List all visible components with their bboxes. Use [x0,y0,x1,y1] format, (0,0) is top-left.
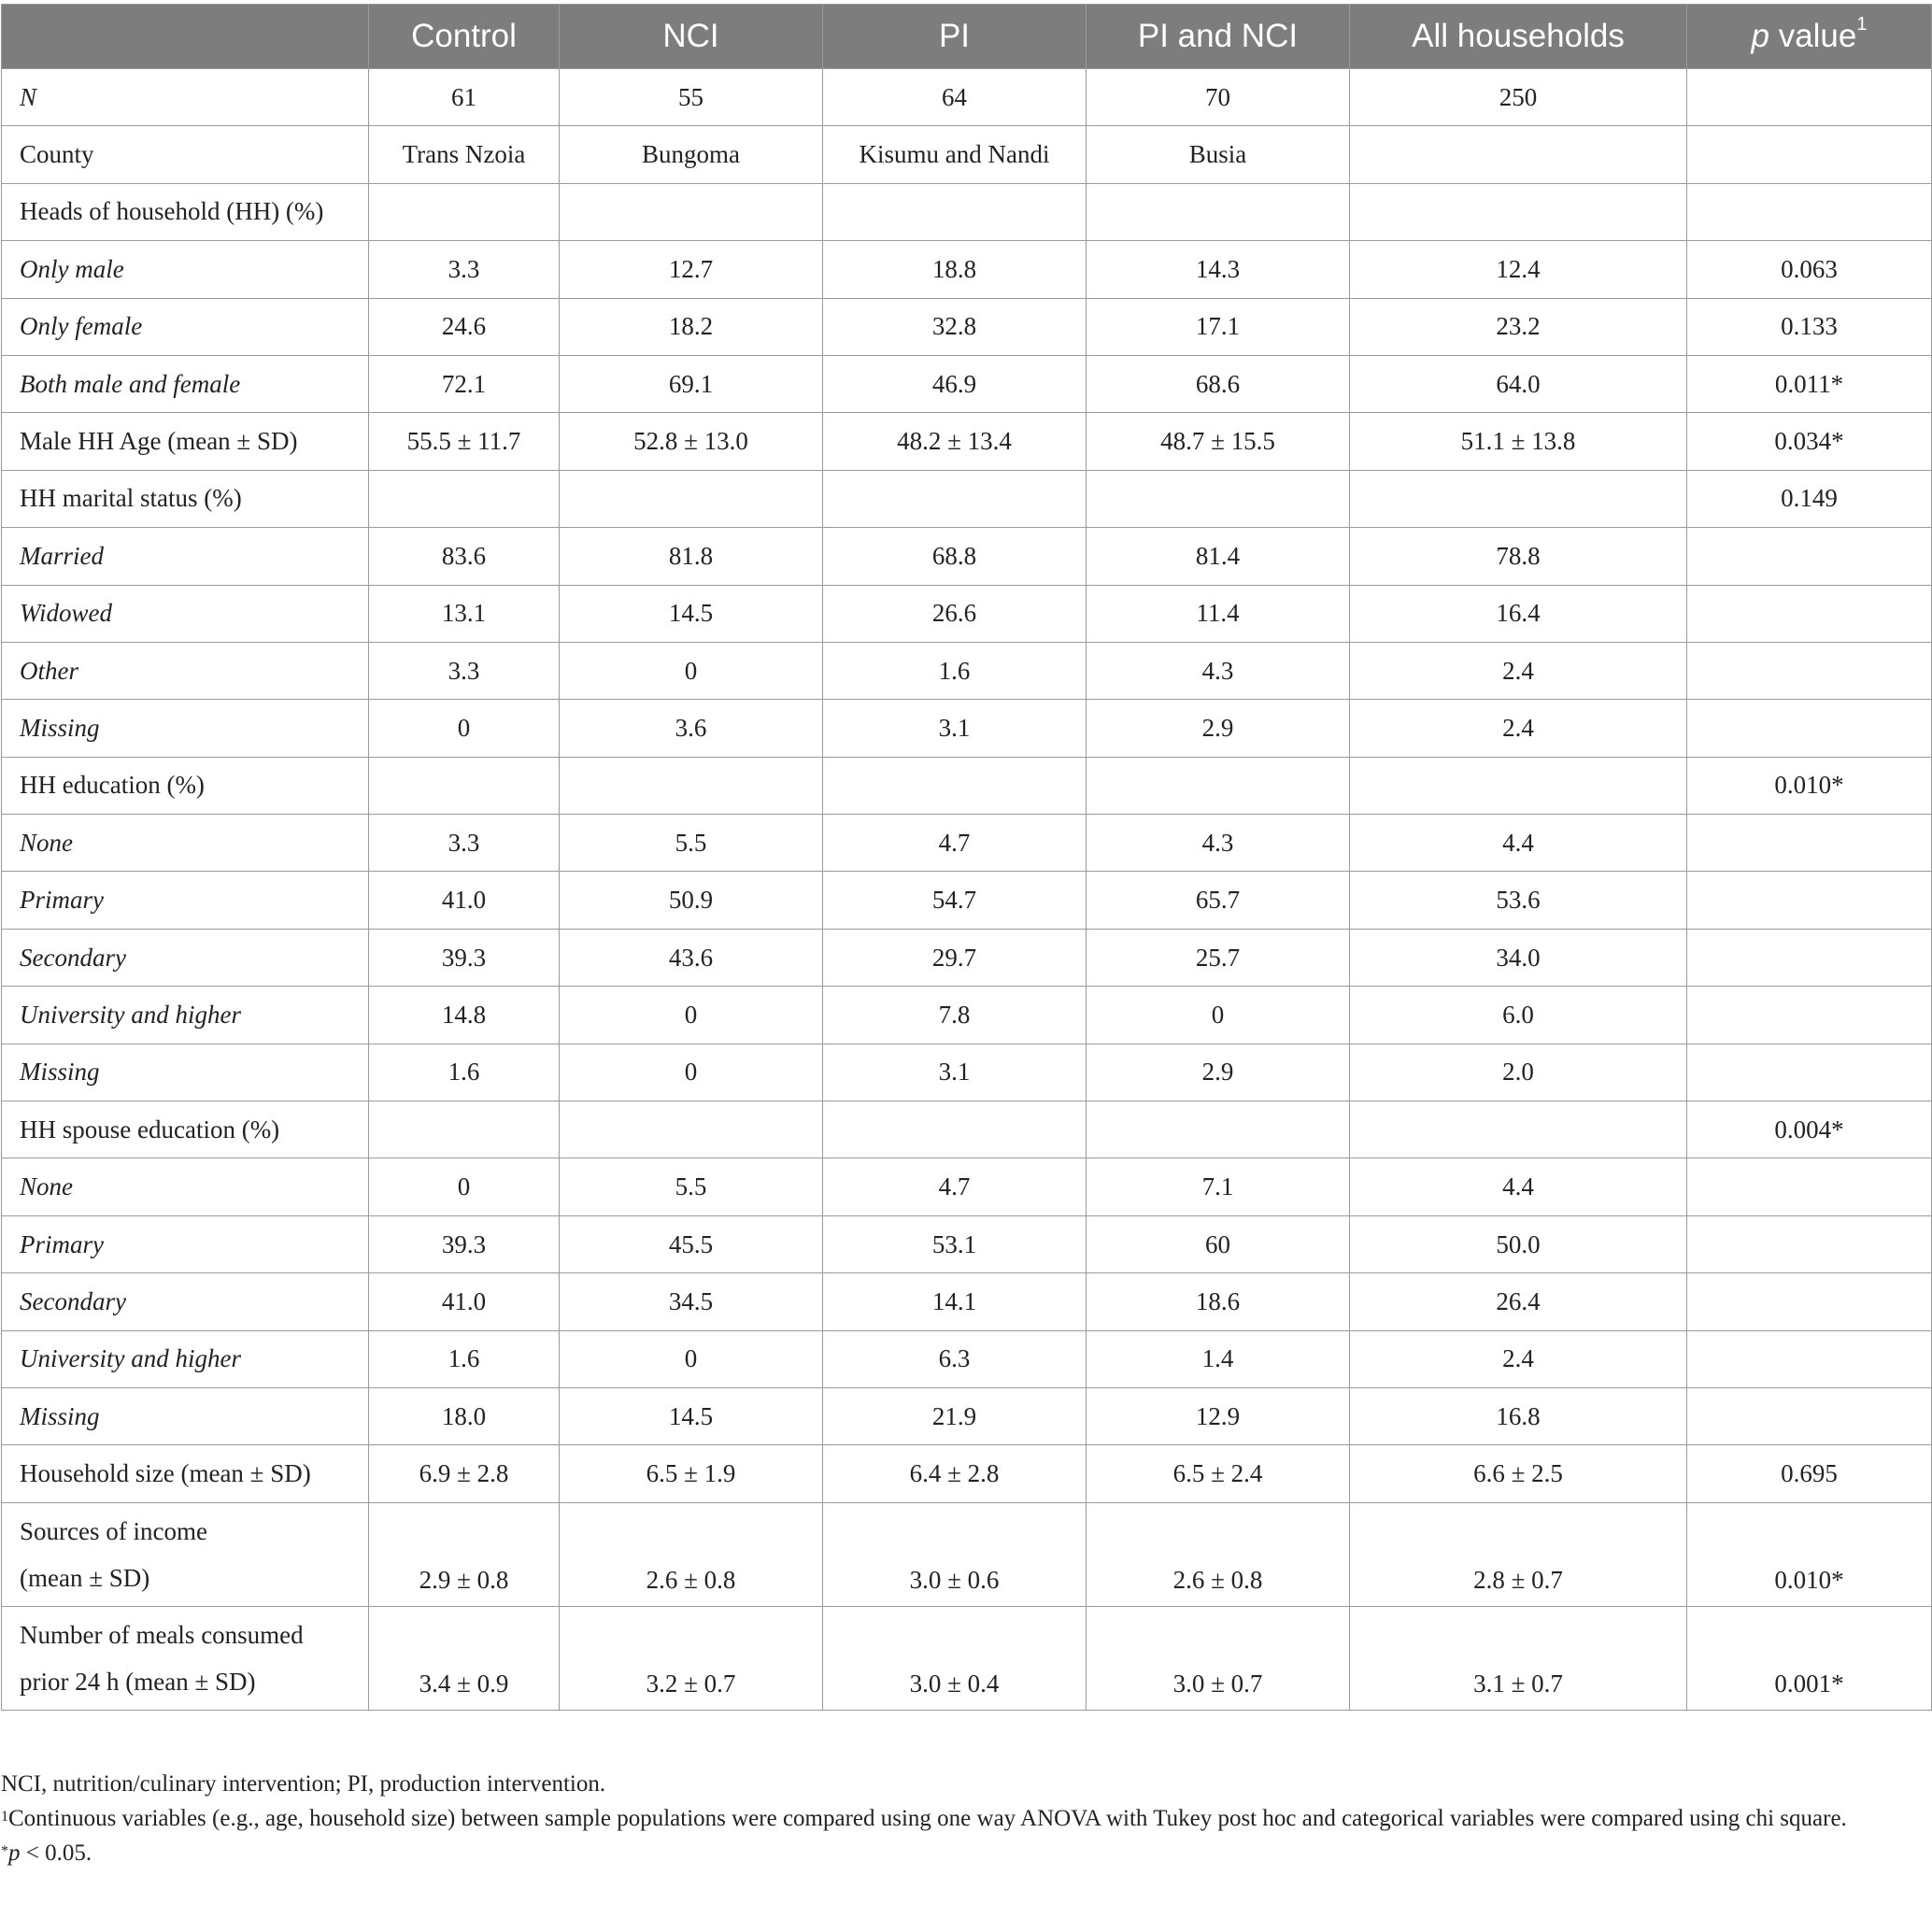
cell-nci: 0 [560,642,823,699]
row-label: Household size (mean ± SD) [2,1445,369,1502]
cell-p-value [1687,1330,1932,1387]
cell-pi-and-nci: 70 [1087,69,1350,126]
table-row [2,413,1932,470]
cell-all-households: 2.8 ± 0.7 [1350,1502,1687,1606]
row-label: University and higher [2,987,369,1044]
cell-all-households: 250 [1350,69,1687,126]
cell-pi: 32.8 [823,298,1087,355]
cell-pi-and-nci: 6.5 ± 2.4 [1087,1445,1350,1502]
cell-all-households: 12.4 [1350,241,1687,298]
cell-nci: 45.5 [560,1215,823,1272]
cell-control: 61 [369,69,560,126]
cell-control [369,1101,560,1158]
cell-all-households: 34.0 [1350,929,1687,986]
table-row [2,700,1932,757]
row-label-line-1: Number of meals consumed [20,1620,304,1649]
row-label: Both male and female [2,355,369,412]
cell-nci: 5.5 [560,815,823,872]
cell-pi: 29.7 [823,929,1087,986]
cell-pi: 14.1 [823,1273,1087,1330]
cell-pi-and-nci: 48.7 ± 15.5 [1087,413,1350,470]
row-label: None [2,1158,369,1215]
cell-pi: Kisumu and Nandi [823,126,1087,183]
cell-nci: 14.5 [560,585,823,642]
cell-p-value: 0.011* [1687,355,1932,412]
cell-control: 0 [369,1158,560,1215]
cell-pi: 6.3 [823,1330,1087,1387]
cell-p-value: 0.004* [1687,1101,1932,1158]
table-footnotes [1,1767,1907,1870]
row-label [2,1502,369,1606]
table-row [2,1502,1932,1606]
footnote-abbreviations: NCI, nutrition/culinary intervention; PI, production intervention. [1,1770,606,1797]
cell-control: 39.3 [369,929,560,986]
row-label: Primary [2,872,369,929]
cell-control [369,183,560,240]
cell-nci: 0 [560,1044,823,1101]
table-row [2,872,1932,929]
cell-pi: 64 [823,69,1087,126]
cell-control: 3.3 [369,815,560,872]
table-row [2,929,1932,986]
cell-control: 24.6 [369,298,560,355]
cell-nci [560,470,823,527]
header-nci: NCI [560,5,823,69]
table-row [2,528,1932,585]
cell-pi: 3.1 [823,1044,1087,1101]
cell-all-households: 6.0 [1350,987,1687,1044]
row-label: Only female [2,298,369,355]
cell-pi-and-nci: 7.1 [1087,1158,1350,1215]
cell-pi-and-nci: 11.4 [1087,585,1350,642]
row-label: HH marital status (%) [2,470,369,527]
cell-pi-and-nci: 25.7 [1087,929,1350,986]
cell-pi-and-nci [1087,470,1350,527]
cell-all-households: 78.8 [1350,528,1687,585]
table-row [2,241,1932,298]
cell-nci: 12.7 [560,241,823,298]
row-label: Heads of household (HH) (%) [2,183,369,240]
cell-control: 3.3 [369,241,560,298]
cell-pi: 3.0 ± 0.6 [823,1502,1087,1606]
cell-p-value [1687,1158,1932,1215]
row-label: University and higher [2,1330,369,1387]
cell-pi-and-nci: 4.3 [1087,642,1350,699]
header-pi-and-nci: PI and NCI [1087,5,1350,69]
cell-pi-and-nci: Busia [1087,126,1350,183]
footnote-significance-p: p [8,1840,21,1866]
cell-control: 18.0 [369,1387,560,1444]
cell-all-households: 6.6 ± 2.5 [1350,1445,1687,1502]
table-row [2,1044,1932,1101]
cell-pi-and-nci: 81.4 [1087,528,1350,585]
cell-nci: Bungoma [560,126,823,183]
row-label-line-1: Sources of income [20,1516,207,1545]
table-body [2,69,1932,1711]
row-label: HH education (%) [2,757,369,814]
cell-control: 1.6 [369,1044,560,1101]
cell-nci: 14.5 [560,1387,823,1444]
cell-pi-and-nci [1087,183,1350,240]
cell-nci: 0 [560,987,823,1044]
cell-nci: 34.5 [560,1273,823,1330]
cell-all-households: 3.1 ± 0.7 [1350,1606,1687,1710]
cell-p-value: 0.010* [1687,1502,1932,1606]
cell-control: 3.4 ± 0.9 [369,1606,560,1710]
cell-control: 13.1 [369,585,560,642]
cell-pi-and-nci: 17.1 [1087,298,1350,355]
cell-control: 55.5 ± 11.7 [369,413,560,470]
cell-p-value [1687,585,1932,642]
cell-all-households: 64.0 [1350,355,1687,412]
cell-pi-and-nci: 2.6 ± 0.8 [1087,1502,1350,1606]
row-label: N [2,69,369,126]
table-row [2,1158,1932,1215]
cell-pi: 48.2 ± 13.4 [823,413,1087,470]
cell-pi [823,1101,1087,1158]
cell-pi: 4.7 [823,815,1087,872]
footnote-significance-text: < 0.05. [20,1840,92,1866]
row-label: Only male [2,241,369,298]
row-label: Secondary [2,1273,369,1330]
cell-p-value [1687,987,1932,1044]
cell-nci: 52.8 ± 13.0 [560,413,823,470]
cell-nci: 43.6 [560,929,823,986]
row-label: HH spouse education (%) [2,1101,369,1158]
cell-p-value [1687,1215,1932,1272]
cell-p-value [1687,528,1932,585]
header-p-value [1687,5,1932,69]
header-p-letter: p [1751,18,1769,54]
row-label: Male HH Age (mean ± SD) [2,413,369,470]
cell-p-value: 0.034* [1687,413,1932,470]
cell-control [369,470,560,527]
footnote-statistics-text: Continuous variables (e.g., age, household size) between sample populations were compared using one way ANOVA with Tukey post hoc and categorical variables were compared using chi square. [8,1805,1847,1831]
cell-p-value [1687,700,1932,757]
table-row [2,757,1932,814]
cell-pi: 18.8 [823,241,1087,298]
cell-control: 41.0 [369,872,560,929]
household-characteristics-table [1,4,1932,1711]
cell-p-value: 0.133 [1687,298,1932,355]
row-label: Married [2,528,369,585]
table-row [2,1606,1932,1710]
cell-control: 83.6 [369,528,560,585]
cell-p-value [1687,69,1932,126]
cell-all-households: 2.0 [1350,1044,1687,1101]
cell-p-value [1687,126,1932,183]
cell-control: 6.9 ± 2.8 [369,1445,560,1502]
table-page [0,4,1932,1870]
table-row [2,470,1932,527]
cell-control: 3.3 [369,642,560,699]
cell-nci [560,1101,823,1158]
cell-pi: 54.7 [823,872,1087,929]
cell-nci: 5.5 [560,1158,823,1215]
cell-all-households: 16.8 [1350,1387,1687,1444]
cell-all-households: 50.0 [1350,1215,1687,1272]
cell-pi: 53.1 [823,1215,1087,1272]
header-blank-cell [2,5,369,69]
cell-nci: 2.6 ± 0.8 [560,1502,823,1606]
cell-pi-and-nci: 3.0 ± 0.7 [1087,1606,1350,1710]
cell-pi: 4.7 [823,1158,1087,1215]
cell-pi-and-nci: 68.6 [1087,355,1350,412]
row-label: County [2,126,369,183]
cell-all-households: 16.4 [1350,585,1687,642]
row-label-line-2: (mean ± SD) [20,1563,150,1592]
table-row [2,1101,1932,1158]
table-row [2,1215,1932,1272]
cell-p-value: 0.695 [1687,1445,1932,1502]
cell-control: Trans Nzoia [369,126,560,183]
cell-all-households [1350,126,1687,183]
cell-nci [560,183,823,240]
cell-pi-and-nci [1087,757,1350,814]
cell-pi-and-nci: 2.9 [1087,1044,1350,1101]
table-row [2,126,1932,183]
cell-pi: 1.6 [823,642,1087,699]
cell-all-households: 4.4 [1350,815,1687,872]
cell-p-value [1687,815,1932,872]
header-value-word: value [1769,18,1857,54]
cell-all-households: 53.6 [1350,872,1687,929]
cell-pi-and-nci: 4.3 [1087,815,1350,872]
cell-pi-and-nci: 0 [1087,987,1350,1044]
header-footnote-mark: 1 [1856,14,1868,35]
cell-p-value: 0.149 [1687,470,1932,527]
cell-pi: 68.8 [823,528,1087,585]
cell-all-households: 26.4 [1350,1273,1687,1330]
cell-pi-and-nci [1087,1101,1350,1158]
cell-p-value [1687,642,1932,699]
cell-pi-and-nci: 14.3 [1087,241,1350,298]
cell-pi: 3.0 ± 0.4 [823,1606,1087,1710]
table-header-row [2,5,1932,69]
header-all-households: All households [1350,5,1687,69]
footnote-statistics-mark: 1 [1,1808,8,1825]
row-label: Other [2,642,369,699]
table-row [2,1445,1932,1502]
cell-pi: 3.1 [823,700,1087,757]
cell-all-households: 2.4 [1350,700,1687,757]
cell-pi [823,183,1087,240]
footnote-significance [1,1836,1907,1870]
cell-nci: 3.6 [560,700,823,757]
cell-all-households: 51.1 ± 13.8 [1350,413,1687,470]
cell-pi-and-nci: 18.6 [1087,1273,1350,1330]
cell-pi [823,470,1087,527]
cell-control [369,757,560,814]
row-label [2,1606,369,1710]
row-label: Missing [2,1387,369,1444]
footnote-statistics [1,1801,1907,1836]
cell-p-value: 0.010* [1687,757,1932,814]
row-label: Secondary [2,929,369,986]
cell-all-households: 23.2 [1350,298,1687,355]
cell-nci: 81.8 [560,528,823,585]
table-row [2,1273,1932,1330]
cell-pi [823,757,1087,814]
cell-pi: 6.4 ± 2.8 [823,1445,1087,1502]
table-row [2,987,1932,1044]
cell-all-households: 2.4 [1350,642,1687,699]
table-row [2,815,1932,872]
cell-p-value: 0.001* [1687,1606,1932,1710]
row-label: Widowed [2,585,369,642]
cell-all-households: 4.4 [1350,1158,1687,1215]
cell-control: 39.3 [369,1215,560,1272]
table-row [2,69,1932,126]
cell-pi: 26.6 [823,585,1087,642]
cell-p-value [1687,872,1932,929]
cell-nci: 6.5 ± 1.9 [560,1445,823,1502]
header-pi: PI [823,5,1087,69]
cell-pi: 7.8 [823,987,1087,1044]
cell-control: 41.0 [369,1273,560,1330]
footnote-significance-star: * [1,1842,8,1859]
cell-pi-and-nci: 60 [1087,1215,1350,1272]
cell-p-value [1687,183,1932,240]
cell-p-value [1687,1044,1932,1101]
table-row [2,1387,1932,1444]
table-row [2,585,1932,642]
table-row [2,1330,1932,1387]
cell-all-households [1350,470,1687,527]
cell-all-households [1350,183,1687,240]
cell-pi: 21.9 [823,1387,1087,1444]
cell-pi-and-nci: 65.7 [1087,872,1350,929]
table-row [2,355,1932,412]
cell-p-value [1687,1387,1932,1444]
cell-pi: 46.9 [823,355,1087,412]
cell-nci: 69.1 [560,355,823,412]
cell-all-households [1350,1101,1687,1158]
header-control: Control [369,5,560,69]
table-row [2,183,1932,240]
cell-nci [560,757,823,814]
cell-control: 0 [369,700,560,757]
row-label: Missing [2,700,369,757]
cell-nci: 55 [560,69,823,126]
cell-control: 1.6 [369,1330,560,1387]
cell-p-value: 0.063 [1687,241,1932,298]
row-label-line-2: prior 24 h (mean ± SD) [20,1667,256,1696]
cell-control: 2.9 ± 0.8 [369,1502,560,1606]
table-row [2,298,1932,355]
cell-pi-and-nci: 12.9 [1087,1387,1350,1444]
cell-nci: 18.2 [560,298,823,355]
cell-all-households: 2.4 [1350,1330,1687,1387]
cell-pi-and-nci: 2.9 [1087,700,1350,757]
cell-p-value [1687,929,1932,986]
cell-nci: 0 [560,1330,823,1387]
cell-all-households [1350,757,1687,814]
table-row [2,642,1932,699]
cell-control: 72.1 [369,355,560,412]
cell-nci: 50.9 [560,872,823,929]
row-label: Primary [2,1215,369,1272]
cell-p-value [1687,1273,1932,1330]
row-label: None [2,815,369,872]
cell-control: 14.8 [369,987,560,1044]
cell-nci: 3.2 ± 0.7 [560,1606,823,1710]
row-label: Missing [2,1044,369,1101]
cell-pi-and-nci: 1.4 [1087,1330,1350,1387]
